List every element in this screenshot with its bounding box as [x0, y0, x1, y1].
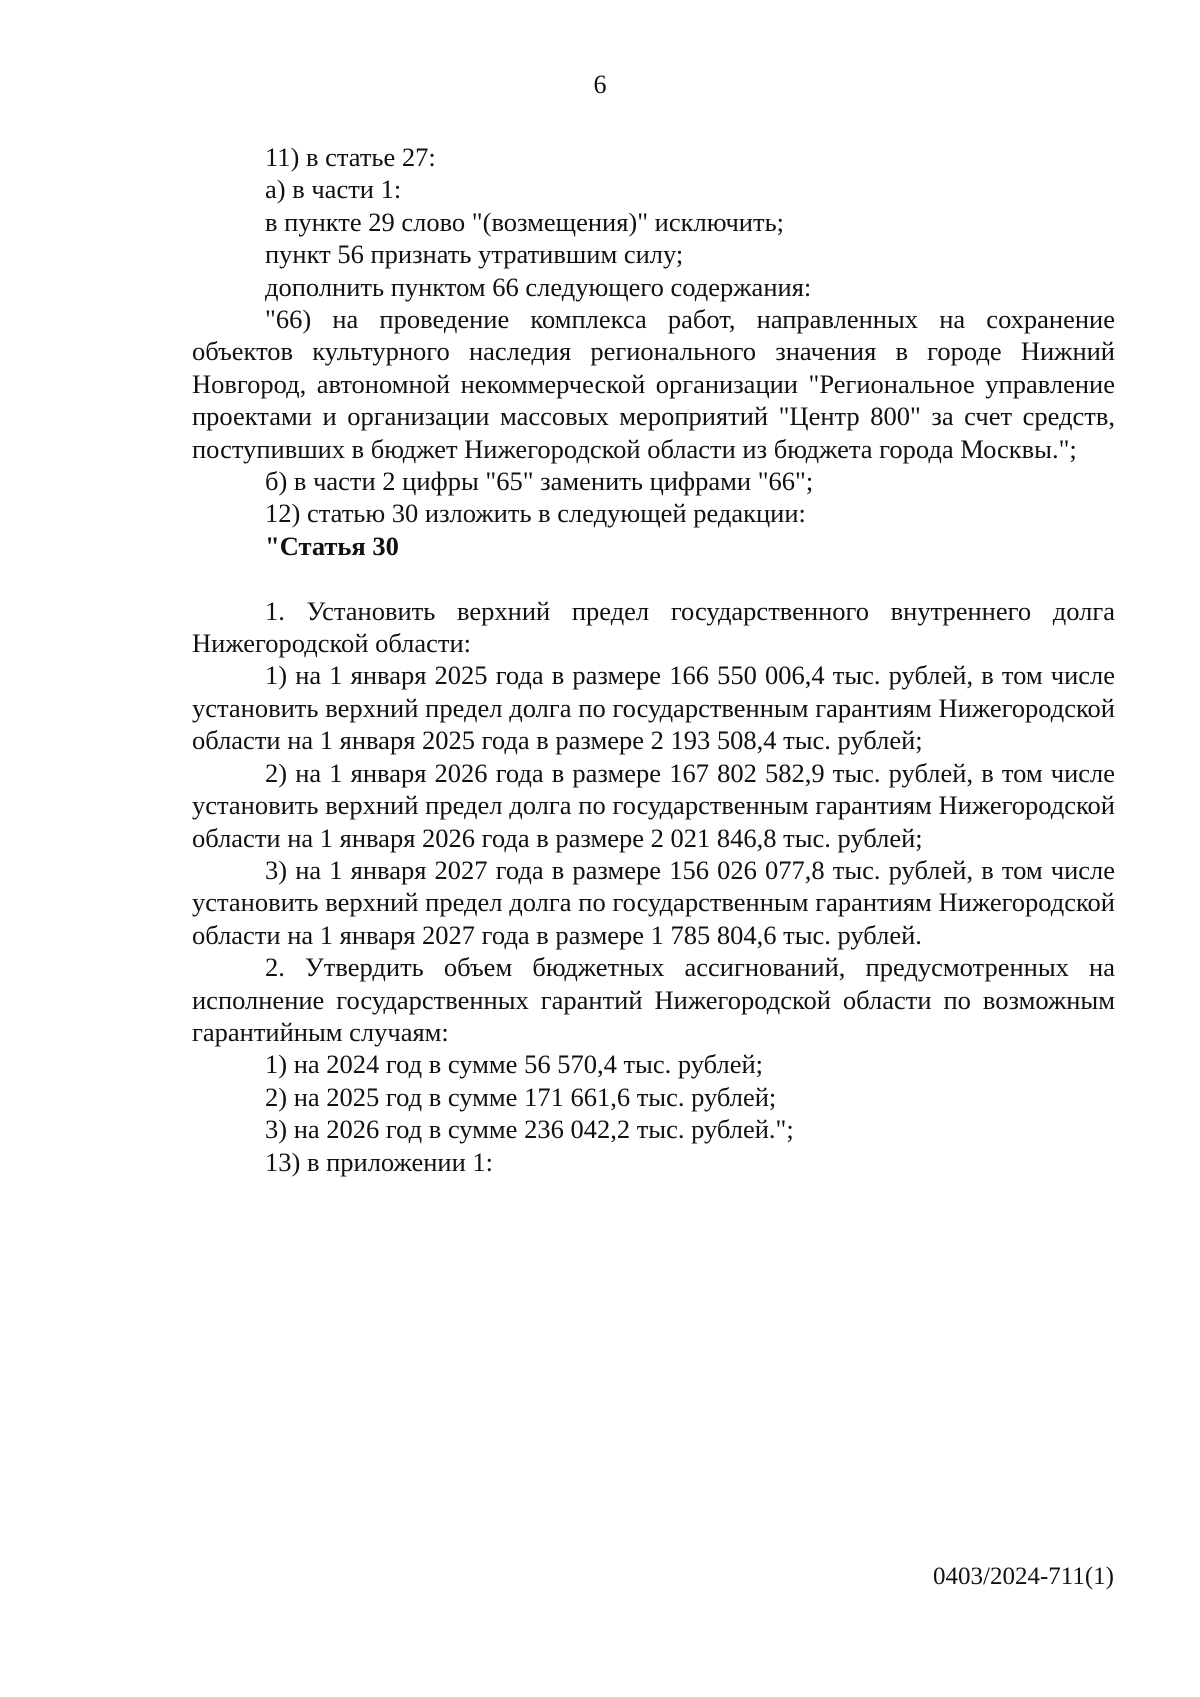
- paragraph-item-11: 11) в статье 27:: [265, 142, 436, 172]
- paragraph-item-13: 13) в приложении 1:: [265, 1146, 494, 1177]
- paragraph-article-30-part-1: 1. Установить верхний предел государственного внутреннего долга Нижегородской области:: [192, 595, 1115, 659]
- paragraph-guarantee-2024: 1) на 2024 год в сумме 56 570,4 тыс. рублей;: [265, 1049, 764, 1080]
- paragraph-debt-limit-2026: 2) на 1 января 2026 года в размере 167 802 582,9 тыс. рублей, в том числе установить верхний предел долга по государственным гарантиям Нижегородской области на 1 января 2026 года в размере 2 021 846,8 тыс. рублей;: [192, 757, 1115, 853]
- paragraph-point-66-text: "66) на проведение комплекса работ, направленных на сохранение объектов культурного наследия регионального значения в городе Нижний Новгород, автономной некоммерческой организации "Региональное управление проектами и организации массовых мероприятий "Центр 800" за счет средств, поступивших в бюджет Нижегородской области из бюджета города Москвы.";: [192, 304, 1115, 464]
- paragraph-subitem-b: б) в части 2 цифры "65" заменить цифрами "66";: [265, 466, 814, 497]
- paragraph-add-point-66: дополнить пунктом 66 следующего содержания:: [265, 271, 812, 302]
- paragraph-guarantee-2025: 2) на 2025 год в сумме 171 661,6 тыс. рублей;: [265, 1081, 777, 1112]
- article-30-heading: "Статья 30: [265, 530, 399, 561]
- paragraph-article-30-part-2: 2. Утвердить объем бюджетных ассигнований, предусмотренных на исполнение государственных гарантий Нижегородской области по возможным гарантийным случаям:: [192, 952, 1115, 1047]
- paragraph-point-56: пункт 56 признать утратившим силу;: [265, 239, 684, 270]
- paragraph-item-12: 12) статью 30 изложить в следующей редакции:: [265, 498, 806, 529]
- document-registration-code: 0403/2024-711(1): [933, 1563, 1114, 1590]
- paragraph-debt-limit-2025: 1) на 1 января 2025 года в размере 166 550 006,4 тыс. рублей, в том числе установить верхний предел долга по государственным гарантиям Нижегородской области на 1 января 2025 года в размере 2 193 508,4 тыс. рублей;: [192, 660, 1115, 756]
- page-number: 6: [593, 70, 607, 99]
- document-body: [192, 141, 1115, 1178]
- paragraph-debt-limit-2027: 3) на 1 января 2027 года в размере 156 026 077,8 тыс. рублей, в том числе установить верхний предел долга по государственным гарантиям Нижегородской области на 1 января 2027 года в размере 1 785 804,6 тыс. рублей.: [192, 854, 1115, 950]
- paragraph-subitem-a: а) в части 1:: [265, 174, 402, 205]
- paragraph-point-29: в пункте 29 слово "(возмещения)" исключить;: [265, 206, 785, 237]
- paragraph-guarantee-2026: 3) на 2026 год в сумме 236 042,2 тыс. рублей.";: [265, 1114, 794, 1145]
